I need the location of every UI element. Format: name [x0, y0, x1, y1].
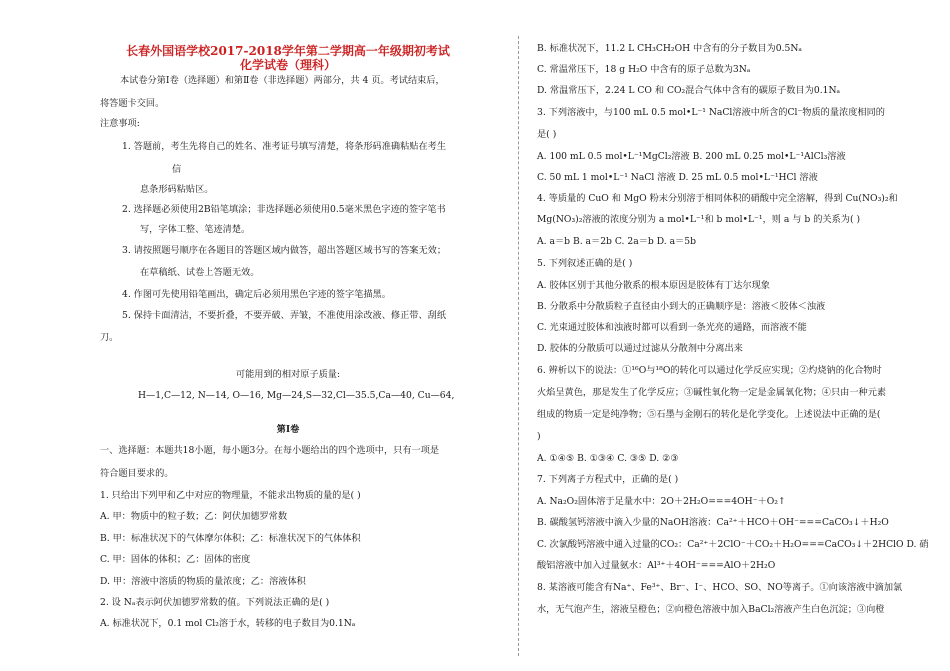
- question-line: D. 常温常压下，2.24 L CO 和 CO₂混合气体中含有的碳原子数目为0.1Nₐ: [537, 85, 841, 96]
- question-line: B. 分散系中分散质粒子直径由小到大的正确顺序是：溶液＜胶体＜浊液: [537, 301, 826, 312]
- question-line: C. 光束通过胶体和浊液时都可以看到一条光亮的通路，而溶液不能: [537, 322, 807, 333]
- question-line: A. ①④⑤ B. ①③④ C. ③⑤ D. ②③: [537, 453, 679, 464]
- exam-title-line1: 长春外国语学校2017-2018学年第二学期高一年级期初考试: [126, 44, 450, 58]
- question-line: ): [537, 431, 541, 442]
- notice-item: 3. 请按照题号顺序在各题目的答题区域内做答，超出答题区域书写的答案无效；: [122, 245, 447, 256]
- question-line: A. 100 mL 0.5 mol•L⁻¹MgCl₂溶液 B. 200 mL 0.25 mol•L⁻¹AlCl₃溶液: [537, 151, 846, 162]
- question-line: 6. 辨析以下的说法：①¹⁶O与¹⁸O的转化可以通过化学反应实现；②灼烧钠的化合物时: [537, 365, 882, 376]
- question-line: 水，无气泡产生，溶液呈橙色；②向橙色溶液中加入BaCl₂溶液产生白色沉淀；③向橙: [537, 604, 885, 615]
- question-line: D. 甲：溶液中溶质的物质的量浓度；乙：溶液体积: [100, 576, 306, 587]
- question-line: B. 甲：标准状况下的气体摩尔体积；乙：标准状况下的气体体积: [100, 533, 361, 544]
- intro-line1: 本试卷分第Ⅰ卷（选择题）和第Ⅱ卷（非选择题）两部分，共 4 页。考试结束后，: [120, 75, 445, 86]
- notice-item: 刀。: [100, 332, 119, 343]
- question-line: A. 标准状况下，0.1 mol Cl₂溶于水，转移的电子数目为0.1Nₐ: [100, 618, 356, 629]
- notice-item: 4. 作图可先使用铅笔画出，确定后必须用黑色字迹的签字笔描黑。: [122, 289, 391, 300]
- question-line: A. a＝b B. a＝2b C. 2a＝b D. a＝5b: [537, 236, 696, 247]
- section-desc-line2: 符合题目要求的。: [100, 468, 174, 479]
- question-line: A. 甲：物质中的粒子数；乙：阿伏加德罗常数: [100, 511, 288, 522]
- question-line: 是( ): [537, 129, 557, 140]
- section-title: 第Ⅰ卷: [276, 424, 300, 435]
- question-line: 1. 只给出下列甲和乙中对应的物理量，不能求出物质的量的是( ): [100, 490, 361, 501]
- atomic-mass-values: H—1,C—12, N—14, O—16, Mg—24,S—32,Cl—35.5,Ca—40, Cu—64,: [138, 390, 455, 401]
- atomic-mass-heading: 可能用到的相对原子质量:: [235, 369, 341, 380]
- notice-heading: 注意事项:: [100, 118, 140, 129]
- notice-item: 写，字体工整、笔迹清楚。: [140, 224, 251, 235]
- question-line: 组成的物质一定是纯净物；⑤石墨与金刚石的转化是化学变化。上述说法中正确的是(: [537, 409, 881, 420]
- question-line: A. Na₂O₂固体溶于足量水中：2O＋2H₂O===4OH⁻＋O₂↑: [537, 496, 786, 507]
- question-line: 火焰呈黄色，那是发生了化学反应；③碱性氧化物一定是金属氧化物；④只由一种元素: [537, 387, 887, 398]
- notice-item: 在草稿纸、试卷上答题无效。: [140, 267, 260, 278]
- notice-item: 5. 保持卡面清洁，不要折叠，不要弄破、弄皱，不准使用涂改液、修正带、刮纸: [122, 310, 447, 321]
- section-desc-line1: 一、选择题：本题共18小题，每小题3分。在每小题给出的四个选项中，只有一项是: [100, 445, 440, 456]
- question-line: 8. 某溶液可能含有Na⁺、Fe³⁺、Br⁻、I⁻、HCO、SO、NO等离子。①向该溶液中滴加氯: [537, 582, 903, 593]
- question-line: Mg(NO₃)₂溶液的浓度分别为 a mol•L⁻¹和 b mol•L⁻¹，则 a 与 b 的关系为( ): [537, 214, 861, 225]
- question-line: 5. 下列叙述正确的是( ): [537, 258, 633, 269]
- question-line: A. 胶体区别于其他分散系的根本原因是胶体有丁达尔现象: [537, 280, 770, 291]
- exam-title-line2: 化学试卷（理科）: [239, 58, 336, 72]
- intro-line2: 将答题卡交回。: [100, 98, 165, 109]
- question-line: 3. 下列溶液中，与100 mL 0.5 mol•L⁻¹ NaCl溶液中所含的Cl⁻物质的量浓度相同的: [537, 107, 885, 118]
- question-line: C. 常温常压下，18 g H₂O 中含有的原子总数为3Nₐ: [537, 64, 751, 75]
- notice-item: 2. 选择题必须使用2B铅笔填涂；非选择题必须使用0.5毫米黑色字迹的签字笔书: [122, 204, 446, 215]
- question-line: B. 碳酸氢钙溶液中滴入少量的NaOH溶液：Ca²⁺＋HCO＋OH⁻===CaCO₃↓＋H₂O: [537, 517, 889, 528]
- notice-item: 信: [172, 164, 182, 175]
- question-line: C. 甲：固体的体积；乙：固体的密度: [100, 554, 251, 565]
- column-divider: [518, 36, 519, 656]
- notice-item: 息条形码粘贴区。: [140, 184, 214, 195]
- question-line: C. 次氯酸钙溶液中通入过量的CO₂：Ca²⁺＋2ClO⁻＋CO₂＋H₂O===CaCO₃↓＋2HClO D. 硝: [537, 539, 929, 550]
- question-line: C. 50 mL 1 mol•L⁻¹ NaCl 溶液 D. 25 mL 0.5 mol•L⁻¹HCl 溶液: [537, 172, 818, 183]
- question-line: 7. 下列离子方程式中，正确的是( ): [537, 474, 679, 485]
- question-line: B. 标准状况下，11.2 L CH₃CH₂OH 中含有的分子数目为0.5Nₐ: [537, 43, 802, 54]
- notice-item: 1. 答题前，考生先将自己的姓名、准考证号填写清楚，将条形码准确粘贴在考生: [122, 141, 447, 152]
- question-line: 酸铝溶液中加入过量氨水：Al³⁺＋4OH⁻===AlO＋2H₂O: [537, 560, 776, 571]
- question-line: 2. 设 Nₐ表示阿伏加德罗常数的值。下列说法正确的是( ): [100, 597, 330, 608]
- question-line: D. 胶体的分散质可以通过过滤从分散剂中分离出来: [537, 343, 743, 354]
- question-line: 4. 等质量的 CuO 和 MgO 粉末分别溶于相同体积的硝酸中完全溶解，得到 Cu(NO₃)₂和: [537, 193, 898, 204]
